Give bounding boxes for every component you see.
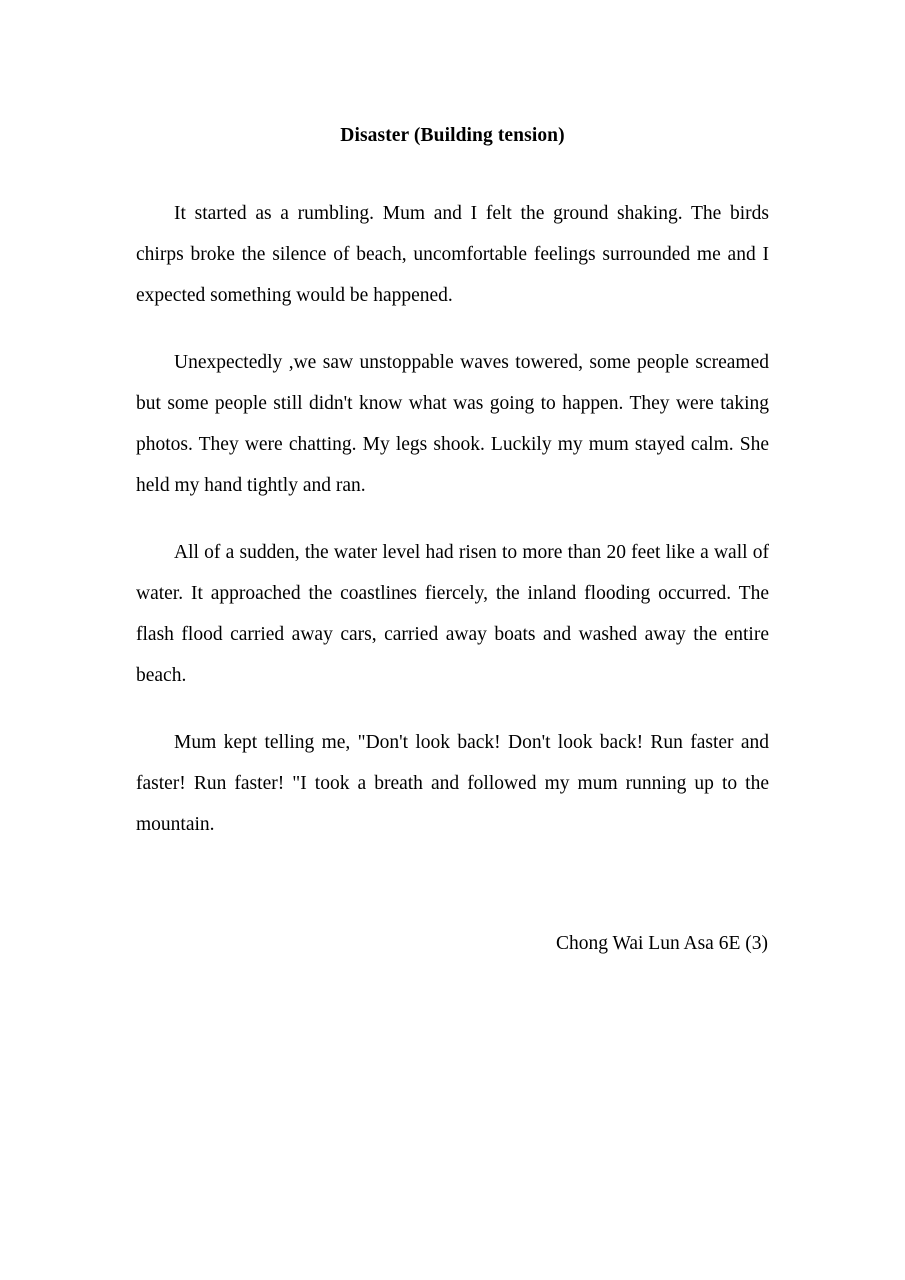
paragraph-4: Mum kept telling me, "Don't look back! Don't look back! Run faster and faster! Run faster! "I took a breath and followed my mum running up to the mountain. <box>136 732 769 836</box>
author-signature: Chong Wai Lun Asa 6E (3) <box>555 933 768 955</box>
page-title: Disaster (Building tension) <box>340 125 565 146</box>
paragraph-3: All of a sudden, the water level had risen to more than 20 feet like a wall of water. It approached the coastlines fiercely, the inland flooding occurred. The flash flood carried away cars, carried away boats and washed away the entire beach. <box>136 542 769 687</box>
paragraph-1: It started as a rumbling. Mum and I felt the ground shaking. The birds chirps broke the silence of beach, uncomfortable feelings surrounded me and I expected something would be happened. <box>136 203 769 307</box>
paragraph-2: Unexpectedly ,we saw unstoppable waves towered, some people screamed but some people still didn't know what was going to happen. They were taking photos. They were chatting. My legs shook. Luckily my mum stayed calm. She held my hand tightly and ran. <box>136 352 769 497</box>
document-body <box>136 193 769 845</box>
